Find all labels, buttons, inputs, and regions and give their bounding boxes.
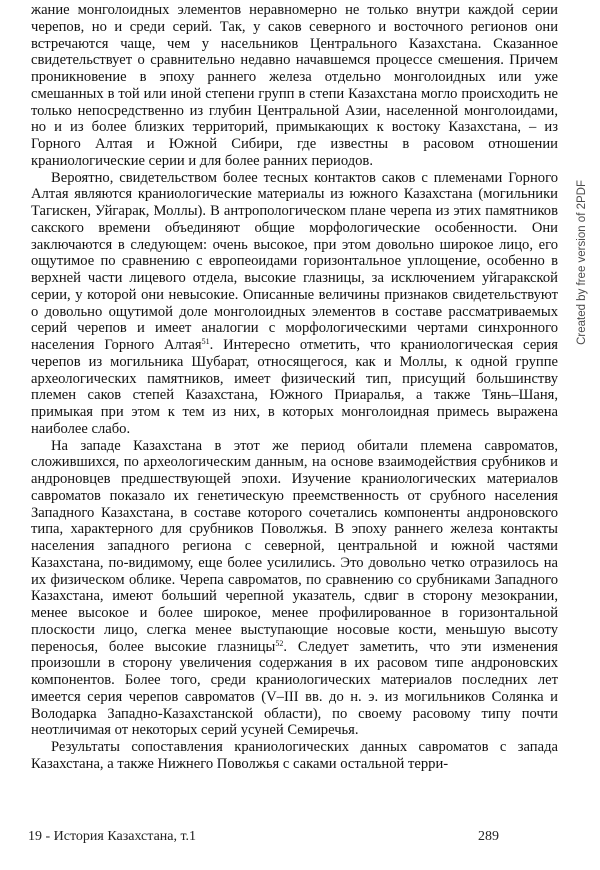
- paragraph-1: жание монголоидных элементов неравномерно не только внутри каждой серии черепов, но и среди серий. Так, у саков северного и восточного регионов они встречаются чаще, чем у насельников Центрального Казахстана. Сказанное свидетельствует о сравнительно недавно начавшемся процессе смешения. Причем проникновение в эпоху раннего железа отдельно монголоидных или уже смешанных в той или иной степени групп в степи Казахстана могло происходить не только непосредственно из глубин Центральной Азии, населенной монголоидами, но и из более близких территорий, примыкающих к востоку Казахстана, – из Горного Алтая и Южной Сибири, где известны в расовом отношении краниологические серии и для более ранних периодов.: [31, 2, 558, 169]
- paragraph-4: Результаты сопоставления краниологических данных савроматов с запада Казахстана, а также Нижнего Поволжья с саками остальной терри-: [31, 739, 558, 772]
- footnote-ref-51: 51: [201, 337, 210, 346]
- signature-mark: 19 - История Казахстана, т.1: [28, 829, 197, 844]
- paragraph-3: На западе Казахстана в этот же период обитали племена савроматов, сложившихся, по археологическим данным, на основе взаимодействия срубников и андроновцев предшествующей эпохи. Изучение краниологических материалов савроматов показало их генетическую преемственность от срубного населения Западного Казахстана, в составе которого сочетались компоненты андроновского типа, характерного для срубников Поволжья. В эпоху раннего железа контакты населения западного региона с северной, центральной и южной частями Казахстана, по-видимому, еще более усилились. Это довольно четко отразилось на их физическом облике. Черепа савроматов, по сравнению со срубниками Западного Казахстана, имеют больший черепной указатель, сдвиг в сторону мезокрании, менее высокое и более широкое, менее профилированное в горизонтальной плоскости лицо, слегка менее выступающие носовые кости, меньшую высоту переносья, более высокие глазницы$^{52}$. Следует заметить, что эти изменения произошли в сторону увеличения содержания в их расовом типе андроновских компонентов. Более того, среди краниологических материалов последних лет имеется серия черепов савроматов (V–III вв. до н. э. из могильников Солянка и Володарка Западно-Казахстанской области), по своему расовому типу почти неотличимая от некоторых серий усуней Семиречья.: [31, 437, 559, 739]
- watermark-text: Created by free version of 2PDF: [576, 180, 588, 345]
- page-number: 289: [478, 829, 499, 844]
- paragraph-2: Вероятно, свидетельством более тесных контактов саков с племенами Горного Алтая являются краниологические материалы из южного Казахстана (могильники Тагискен, Уйгарак, Моллы). В антропологическом плане черепа из этих памятников сакского времени объединяют общие морфологические особенности. Они заключаются в следующем: очень высокое, при этом довольно широкое лицо, его ощутимое по сравнению с европеоидами горизонтальное уплощение, особенно в верхней части лицевого отдела, высокие глазницы, за исключением уйгаракской серии, у которой они невысокие. Описанные величины признаков свидетельствуют о довольно ощутимой доле монголоидных элементов в составе рассматриваемых серий черепов и имеет аналогии с морфологическими чертами синхронного населения Горного Алтая$^{51}$. Интересно отметить, что краниологическая серия черепов из могильника Шубарат, относящегося, как и Моллы, к одной группе археологических памятников, имеет физический тип, присущий большинству племен саков степей Казахстана, Южного Приаралья, а также Тянь–Шаня, примыкая при этом к тем из них, в которых монголоидная примесь выражена наиболее слабо.: [31, 169, 559, 437]
- body-text: [31, 2, 558, 773]
- footnote-ref-52: 52: [275, 638, 284, 648]
- page: [31, 2, 558, 773]
